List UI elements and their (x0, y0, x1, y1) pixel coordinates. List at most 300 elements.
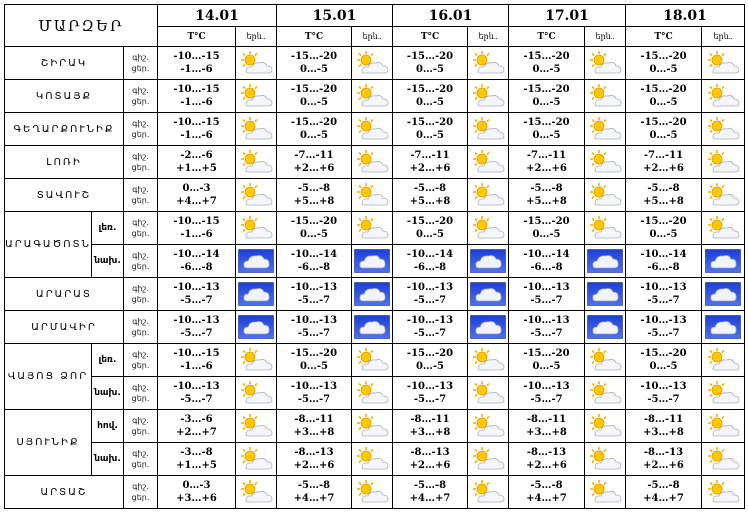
subregion-label: նախ. (92, 443, 124, 476)
table-row (5, 80, 745, 113)
night-label: գիշ. (132, 350, 149, 359)
day-temperature: 0…-5 (415, 97, 445, 108)
temperature-cell (509, 47, 585, 80)
night-temperature: -8…-11 (294, 414, 334, 425)
weather-col-header: երև. (352, 27, 393, 47)
weather-cell (702, 212, 745, 245)
night-label: գիշ. (132, 251, 149, 260)
sun-cloud-icon (468, 83, 508, 109)
weather-cell (702, 377, 745, 410)
weather-cell (585, 212, 626, 245)
day-temperature: 0…-5 (649, 64, 678, 75)
temperature-cell (277, 47, 352, 80)
sun-cloud-icon (468, 50, 508, 76)
day-temperature: -6…-8 (530, 262, 563, 273)
night-temperature: -10…-13 (406, 381, 454, 392)
temperature-cell (158, 113, 236, 146)
weather-cell (585, 476, 626, 509)
day-label: ցեր. (131, 460, 150, 469)
day-temperature: +1…+5 (176, 163, 217, 174)
temperature-cell (277, 245, 352, 278)
night-temperature: -15…-20 (523, 348, 570, 359)
day-temperature: -5…-7 (297, 328, 331, 339)
day-temperature: -6…-8 (180, 262, 213, 273)
day-temperature: 0…-5 (415, 130, 445, 141)
night-temperature: -8…-13 (410, 447, 450, 458)
weather-cell (468, 146, 509, 179)
weather-cell (352, 278, 393, 311)
weather-cell (236, 476, 277, 509)
weather-cell (585, 377, 626, 410)
forecast-sheet (4, 4, 744, 508)
day-label: ցեր. (131, 97, 150, 106)
night-label: գիշ. (132, 449, 149, 458)
temperature-cell (509, 245, 585, 278)
day-label: ցեր. (131, 64, 150, 73)
sun-cloud-icon (236, 149, 276, 175)
weather-cell (352, 80, 393, 113)
sun-cloud-icon (585, 116, 625, 142)
weather-cell (585, 410, 626, 443)
day-label: ցեր. (131, 163, 150, 172)
weather-cell (468, 311, 509, 344)
day-temperature: 0…-5 (299, 229, 329, 240)
day-date: 14.01 (158, 5, 277, 27)
cloud-icon (468, 315, 508, 339)
night-temperature: -10…-15 (173, 84, 220, 95)
night-temperature: -5…-8 (647, 480, 680, 491)
sun-cloud-icon (236, 413, 276, 439)
sun-cloud-icon (352, 446, 392, 472)
temperature-cell (158, 410, 236, 443)
day-temperature: 0…-5 (532, 97, 561, 108)
region-name: ՏԱՎՈՒՇ (5, 179, 124, 212)
weather-cell (468, 377, 509, 410)
night-temperature: -15…-20 (640, 117, 687, 128)
weather-col-header: երև. (585, 27, 626, 47)
table-row (5, 476, 745, 509)
temperature-cell (393, 80, 468, 113)
day-temperature: -5…-7 (647, 295, 680, 306)
temperature-cell (277, 179, 352, 212)
night-temperature: -10…-15 (173, 216, 220, 227)
weather-cell (352, 146, 393, 179)
day-temperature: 0…-5 (299, 97, 329, 108)
cloud-icon (585, 315, 625, 339)
temperature-cell (277, 278, 352, 311)
day-temperature: 0…-5 (532, 229, 561, 240)
region-name: ԱՐՏԱՇ (5, 476, 124, 509)
sun-cloud-icon (236, 215, 276, 241)
night-temperature: -15…-20 (640, 51, 687, 62)
night-temperature: -10…-13 (406, 315, 454, 326)
day-temperature: -6…-8 (413, 262, 447, 273)
weather-cell (702, 410, 745, 443)
sun-cloud-icon (236, 479, 276, 505)
weather-cell (585, 80, 626, 113)
day-temperature: +4…+7 (409, 493, 451, 504)
table-row (5, 443, 745, 476)
day-temperature: 0…-5 (532, 64, 561, 75)
night-temperature: -5…-8 (297, 480, 331, 491)
weather-cell (702, 278, 745, 311)
table-row (5, 47, 745, 80)
day-date: 17.01 (509, 5, 626, 27)
sun-cloud-icon (468, 347, 508, 373)
day-temperature: -5…-7 (530, 394, 563, 405)
period-labels (124, 47, 158, 80)
period-labels (124, 212, 158, 245)
sun-cloud-icon (352, 83, 392, 109)
sun-cloud-icon (585, 149, 625, 175)
day-label: ցեր. (131, 493, 150, 502)
sun-cloud-icon (585, 347, 625, 373)
night-temperature: -8…-11 (643, 414, 684, 425)
temperature-cell (626, 113, 702, 146)
night-temperature: -7…-11 (410, 150, 450, 161)
sun-cloud-icon (702, 215, 744, 241)
night-temperature: -3…-6 (180, 414, 213, 425)
weather-cell (702, 146, 745, 179)
temp-col-header: T°C (158, 27, 236, 47)
day-temperature: +4…+7 (526, 493, 567, 504)
weather-cell (236, 146, 277, 179)
day-date: 18.01 (626, 5, 745, 27)
night-temperature: -10…-13 (523, 282, 570, 293)
weather-cell (702, 344, 745, 377)
weather-col-header: երև. (236, 27, 277, 47)
weather-cell (352, 344, 393, 377)
cloud-icon (585, 249, 625, 273)
table-row (5, 245, 745, 278)
night-temperature: -15…-20 (406, 117, 454, 128)
temperature-cell (158, 377, 236, 410)
table-row (5, 410, 745, 443)
temperature-cell (509, 476, 585, 509)
sun-cloud-icon (236, 116, 276, 142)
night-temperature: -10…-13 (640, 381, 687, 392)
day-temperature: -5…-7 (647, 328, 680, 339)
night-label: գիշ. (132, 482, 149, 491)
night-temperature: -5…-8 (530, 183, 563, 194)
temperature-cell (158, 47, 236, 80)
temperature-cell (626, 377, 702, 410)
weather-cell (352, 443, 393, 476)
temperature-cell (158, 311, 236, 344)
day-label: ցեր. (131, 394, 150, 403)
sun-cloud-icon (585, 446, 625, 472)
temperature-cell (277, 443, 352, 476)
night-label: գիշ. (132, 53, 149, 62)
cloud-icon (352, 315, 392, 339)
day-temperature: +1…+5 (176, 460, 217, 471)
day-temperature: 0…-5 (415, 361, 445, 372)
forecast-table (4, 4, 745, 509)
temperature-cell (509, 113, 585, 146)
sun-cloud-icon (352, 116, 392, 142)
night-temperature: -10…-13 (173, 282, 220, 293)
period-labels (124, 410, 158, 443)
day-temperature: +2…+6 (409, 460, 451, 471)
night-label: գիշ. (132, 86, 149, 95)
weather-cell (468, 278, 509, 311)
temperature-cell (277, 476, 352, 509)
weather-cell (352, 476, 393, 509)
cloud-icon (236, 282, 276, 306)
night-label: գիշ. (132, 218, 149, 227)
sun-cloud-icon (352, 347, 392, 373)
day-temperature: 0…-5 (649, 361, 678, 372)
day-temperature: -1…-6 (180, 130, 213, 141)
weather-cell (236, 344, 277, 377)
night-temperature: -10…-13 (406, 282, 454, 293)
cloud-icon (585, 282, 625, 306)
table-row (5, 278, 745, 311)
night-temperature: 0…-3 (182, 480, 211, 491)
night-temperature: -3…-8 (180, 447, 213, 458)
subregion-label: նախ. (92, 377, 124, 410)
table-row (5, 344, 745, 377)
day-temperature: +4…+7 (176, 196, 217, 207)
day-temperature: 0…-5 (649, 130, 678, 141)
day-temperature: -5…-7 (180, 328, 213, 339)
day-label: ցեր. (131, 295, 150, 304)
day-temperature: 0…-5 (532, 130, 561, 141)
day-temperature: -6…-8 (647, 262, 680, 273)
night-temperature: -15…-20 (640, 348, 687, 359)
region-name: ԱՐԱՐԱՏ (5, 278, 124, 311)
night-temperature: -15…-20 (406, 348, 454, 359)
cloud-icon (702, 249, 744, 273)
sun-cloud-icon (468, 149, 508, 175)
temperature-cell (393, 113, 468, 146)
night-temperature: -8…-13 (526, 447, 567, 458)
day-temperature: -1…-6 (180, 361, 213, 372)
night-temperature: -10…-15 (173, 117, 220, 128)
temperature-cell (393, 146, 468, 179)
day-temperature: +2…+6 (409, 163, 451, 174)
cloud-icon (236, 315, 276, 339)
day-temperature: -5…-7 (530, 328, 563, 339)
weather-cell (352, 377, 393, 410)
sun-cloud-icon (702, 347, 744, 373)
period-labels (124, 80, 158, 113)
day-temperature: -5…-7 (413, 394, 447, 405)
sun-cloud-icon (702, 446, 744, 472)
temperature-cell (509, 311, 585, 344)
day-label: ցեր. (131, 427, 150, 436)
night-temperature: -5…-8 (530, 480, 563, 491)
night-temperature: -15…-20 (290, 51, 338, 62)
temperature-cell (509, 377, 585, 410)
sun-cloud-icon (468, 215, 508, 241)
night-temperature: -5…-8 (413, 183, 447, 194)
night-temperature: -15…-20 (523, 216, 570, 227)
night-temperature: -15…-20 (406, 51, 454, 62)
weather-cell (702, 245, 745, 278)
sun-cloud-icon (585, 479, 625, 505)
night-temperature: -15…-20 (290, 216, 338, 227)
night-temperature: -10…-13 (523, 315, 570, 326)
night-temperature: -10…-13 (173, 315, 220, 326)
temperature-cell (393, 245, 468, 278)
night-temperature: -10…-13 (173, 381, 220, 392)
table-title: ՄԱՐԶԵՐ (5, 5, 158, 47)
temperature-cell (393, 344, 468, 377)
table-row (5, 179, 745, 212)
weather-cell (702, 311, 745, 344)
temperature-cell (626, 146, 702, 179)
temperature-cell (393, 410, 468, 443)
region-name: ԿՈՏԱՅՔ (5, 80, 124, 113)
period-labels (124, 113, 158, 146)
weather-cell (236, 80, 277, 113)
sun-cloud-icon (352, 50, 392, 76)
temperature-cell (509, 212, 585, 245)
subregion-label: հով. (92, 410, 124, 443)
day-label: ցեր. (131, 196, 150, 205)
day-temperature: -5…-7 (297, 394, 331, 405)
weather-col-header: երև. (468, 27, 509, 47)
sun-cloud-icon (702, 50, 744, 76)
sun-cloud-icon (352, 479, 392, 505)
temperature-cell (509, 80, 585, 113)
night-temperature: -7…-11 (294, 150, 334, 161)
subregion-label: լեռ. (92, 212, 124, 245)
night-temperature: -10…-13 (523, 381, 570, 392)
temperature-cell (626, 212, 702, 245)
day-temperature: -5…-7 (297, 295, 331, 306)
temperature-cell (393, 476, 468, 509)
weather-cell (585, 344, 626, 377)
weather-cell (236, 377, 277, 410)
temperature-cell (277, 410, 352, 443)
day-temperature: +5…+8 (643, 196, 684, 207)
temp-col-header: T°C (277, 27, 352, 47)
temperature-cell (277, 146, 352, 179)
night-temperature: -10…-14 (406, 249, 454, 260)
night-temperature: -7…-11 (643, 150, 684, 161)
day-temperature: +4…+7 (293, 493, 335, 504)
temperature-cell (158, 476, 236, 509)
sun-cloud-icon (468, 116, 508, 142)
region-name: ԱՐՄԱՎԻՐ (5, 311, 124, 344)
night-label: գիշ. (132, 383, 149, 392)
weather-cell (585, 113, 626, 146)
night-label: գիշ. (132, 152, 149, 161)
night-temperature: -10…-14 (290, 249, 338, 260)
weather-cell (468, 245, 509, 278)
sun-cloud-icon (585, 50, 625, 76)
sun-cloud-icon (702, 479, 744, 505)
day-label: ցեր. (131, 262, 150, 271)
sun-cloud-icon (468, 182, 508, 208)
cloud-icon (702, 315, 744, 339)
day-temperature: 0…-5 (415, 229, 445, 240)
weather-cell (352, 179, 393, 212)
sun-cloud-icon (352, 413, 392, 439)
weather-cell (585, 245, 626, 278)
cloud-icon (236, 249, 276, 273)
sun-cloud-icon (236, 446, 276, 472)
day-temperature: +4…+7 (643, 493, 684, 504)
weather-cell (468, 47, 509, 80)
weather-cell (352, 311, 393, 344)
weather-cell (468, 410, 509, 443)
temperature-cell (277, 113, 352, 146)
period-labels (124, 245, 158, 278)
day-temperature: -6…-8 (297, 262, 331, 273)
subregion-label: նախ. (92, 245, 124, 278)
period-labels (124, 476, 158, 509)
night-label: գիշ. (132, 284, 149, 293)
day-temperature: +2…+7 (176, 427, 217, 438)
weather-cell (585, 278, 626, 311)
temperature-cell (393, 377, 468, 410)
period-labels (124, 443, 158, 476)
temperature-cell (393, 179, 468, 212)
weather-cell (236, 212, 277, 245)
night-label: գիշ. (132, 119, 149, 128)
weather-cell (468, 476, 509, 509)
region-name: ԳԵՂԱՐՔՈՒՆԻՔ (5, 113, 124, 146)
temperature-cell (158, 278, 236, 311)
period-labels (124, 179, 158, 212)
region-name: ՎԱՅՈՑ ՁՈՐ (5, 344, 92, 410)
day-temperature: 0…-5 (649, 229, 678, 240)
night-temperature: -8…-11 (410, 414, 450, 425)
sun-cloud-icon (468, 413, 508, 439)
temperature-cell (626, 443, 702, 476)
night-temperature: -15…-20 (406, 84, 454, 95)
temperature-cell (626, 179, 702, 212)
temperature-cell (277, 344, 352, 377)
weather-cell (468, 344, 509, 377)
temperature-cell (158, 80, 236, 113)
day-temperature: 0…-5 (299, 361, 329, 372)
temperature-cell (509, 278, 585, 311)
day-temperature: +5…+8 (526, 196, 567, 207)
weather-cell (352, 245, 393, 278)
sun-cloud-icon (468, 479, 508, 505)
table-row (5, 377, 745, 410)
cloud-icon (352, 249, 392, 273)
weather-cell (702, 80, 745, 113)
night-temperature: -5…-8 (297, 183, 331, 194)
temperature-cell (393, 47, 468, 80)
night-temperature: -15…-20 (406, 216, 454, 227)
day-temperature: +3…+8 (526, 427, 567, 438)
temperature-cell (626, 476, 702, 509)
night-temperature: -10…-14 (523, 249, 570, 260)
sun-cloud-icon (352, 215, 392, 241)
temperature-cell (393, 311, 468, 344)
weather-cell (352, 410, 393, 443)
temperature-cell (158, 245, 236, 278)
night-temperature: -8…-13 (294, 447, 334, 458)
temperature-cell (277, 212, 352, 245)
region-name: ՇԻՐԱԿ (5, 47, 124, 80)
day-temperature: +5…+8 (293, 196, 335, 207)
temperature-cell (158, 443, 236, 476)
sun-cloud-icon (702, 116, 744, 142)
weather-cell (352, 47, 393, 80)
sun-cloud-icon (702, 413, 744, 439)
period-labels (124, 146, 158, 179)
day-label: ցեր. (131, 361, 150, 370)
night-temperature: -2…-6 (180, 150, 213, 161)
weather-cell (468, 179, 509, 212)
